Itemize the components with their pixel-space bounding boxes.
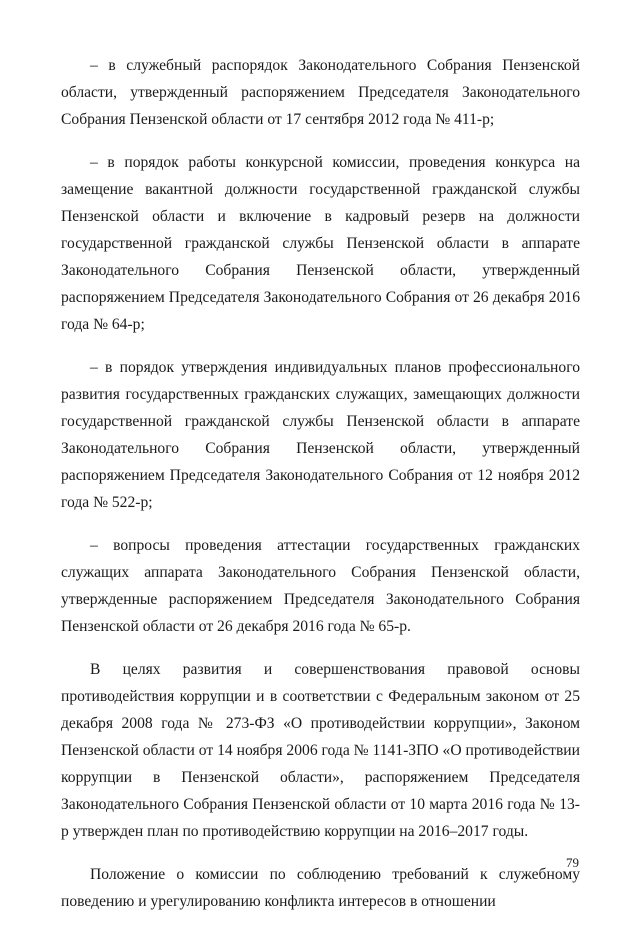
body-text [61,52,580,931]
paragraph-anticorruption-plan: В целях развития и совершенствования правовой основы противодействия коррупции и в соответствии с Федеральным законом от 25 декабря 2008 года № 273-ФЗ «О противодействии коррупции», Законом Пензенской области от 14 ноября 2006 года № 1141-ЗПО «О противодействии коррупции в Пензенской области», распоряжением Председателя Законодательного Собрания Пензенской области от 10 марта 2016 года № 13-р утвержден план по противодействию коррупции на 2016–2017 годы. [61,661,580,840]
paragraph-development-plans: – в порядок утверждения индивидуальных планов профессионального развития государственных гражданских служащих, замещающих должности государственной гражданской службы Пензенской области в аппарате Законодательного Собрания Пензенской области, утвержденный распоряжением Председателя Законодательного Собрания от 12 ноября 2012 года № 522-р; [61,359,580,511]
paragraph-competition-commission: – в порядок работы конкурсной комиссии, проведения конкурса на замещение вакантной должности государственной гражданской службы Пензенской области и включение в кадровый резерв на должности государственной гражданской службы Пензенской области в аппарате Законодательного Собрания Пензенской области, утвержденный распоряжением Председателя Законодательного Собрания от 26 декабря 2016 года № 64-р; [61,154,580,333]
paragraph-attestation: – вопросы проведения аттестации государственных гражданских служащих аппарата Законодательного Собрания Пензенской области, утвержденные распоряжением Председателя Законодательного Собрания Пензенской области от 26 декабря 2016 года № 65-р. [61,537,580,635]
page-number: 79 [566,855,579,870]
paragraph-commission-regulation: Положение о комиссии по соблюдению требований к служебному поведению и урегулированию конфликта интересов в отношении [61,866,580,910]
paragraph-work-schedule: – в служебный распорядок Законодательного Собрания Пензенской области, утвержденный распоряжением Председателя Законодательного Собрания Пензенской области от 17 сентября 2012 года № 411-р; [61,57,580,128]
